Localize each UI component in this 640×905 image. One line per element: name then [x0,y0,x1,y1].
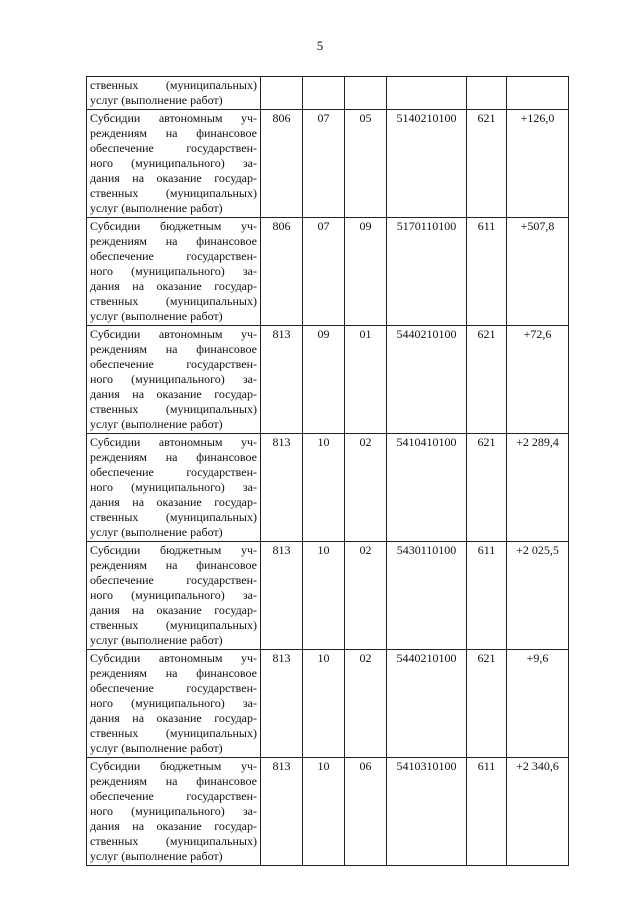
description-line: дания на оказание государ- [90,711,257,725]
description-cell [87,77,261,110]
description-line: ного (муниципального) за- [90,588,257,602]
description-line: обеспечение государствен- [90,465,257,479]
description-cell [87,218,261,326]
description-line: реждениям на финансовое [90,774,257,788]
description-line: услуг (выполнение работ) [90,93,223,107]
description-line: дания на оказание государ- [90,279,257,293]
vr-cell: 611 [467,542,507,650]
description-cell [87,650,261,758]
description-line: обеспечение государствен- [90,141,257,155]
description-line: услуг (выполнение работ) [90,417,223,431]
vr-cell: 621 [467,650,507,758]
description-line: Субсидии автономным уч- [90,651,257,665]
ved-cell: 806 [261,218,303,326]
ved-cell [261,77,303,110]
description-line: услуг (выполнение работ) [90,309,223,323]
description-cell [87,110,261,218]
csr-cell [387,77,467,110]
description-line: реждениям на финансовое [90,666,257,680]
description-line: реждениям на финансовое [90,234,257,248]
description-line: Субсидии бюджетным уч- [90,219,257,233]
sum-cell: +2 025,5 [507,542,569,650]
description-line: ственных (муниципальных) [90,78,257,92]
description-line: услуг (выполнение работ) [90,525,223,539]
description-line: дания на оказание государ- [90,603,257,617]
description-cell [87,434,261,542]
description-line: дания на оказание государ- [90,171,257,185]
pr-cell: 02 [345,434,387,542]
sum-cell: +2 289,4 [507,434,569,542]
rz-cell: 07 [303,110,345,218]
ved-cell: 813 [261,758,303,866]
table-row [87,218,569,326]
description-line: ного (муниципального) за- [90,372,257,386]
csr-cell: 5440210100 [387,650,467,758]
sum-cell [507,77,569,110]
description-line: услуг (выполнение работ) [90,633,223,647]
description-line: Субсидии автономным уч- [90,111,257,125]
description-line: ного (муниципального) за- [90,156,257,170]
description-line: реждениям на финансовое [90,126,257,140]
vr-cell: 621 [467,434,507,542]
table-row [87,650,569,758]
description-line: услуг (выполнение работ) [90,201,223,215]
description-line: ственных (муниципальных) [90,510,257,524]
csr-cell: 5410310100 [387,758,467,866]
description-line: ственных (муниципальных) [90,294,257,308]
rz-cell: 10 [303,434,345,542]
csr-cell: 5430110100 [387,542,467,650]
description-line: ственных (муниципальных) [90,726,257,740]
description-line: дания на оказание государ- [90,819,257,833]
ved-cell: 813 [261,650,303,758]
table-row [87,326,569,434]
description-line: ственных (муниципальных) [90,186,257,200]
pr-cell [345,77,387,110]
description-line: реждениям на финансовое [90,558,257,572]
description-line: ного (муниципального) за- [90,480,257,494]
pr-cell: 02 [345,542,387,650]
table-row [87,542,569,650]
description-line: Субсидии автономным уч- [90,327,257,341]
sum-cell: +72,6 [507,326,569,434]
table-row [87,434,569,542]
description-line: услуг (выполнение работ) [90,741,223,755]
description-line: обеспечение государствен- [90,357,257,371]
rz-cell: 10 [303,758,345,866]
sum-cell: +126,0 [507,110,569,218]
description-cell [87,542,261,650]
pr-cell: 01 [345,326,387,434]
description-cell [87,758,261,866]
vr-cell: 611 [467,758,507,866]
table-row-continuation [87,77,569,110]
sum-cell: +2 340,6 [507,758,569,866]
description-line: обеспечение государствен- [90,681,257,695]
vr-cell: 621 [467,110,507,218]
description-line: услуг (выполнение работ) [90,849,223,863]
rz-cell: 10 [303,650,345,758]
description-line: дания на оказание государ- [90,495,257,509]
sum-cell: +507,8 [507,218,569,326]
rz-cell: 09 [303,326,345,434]
table-row [87,758,569,866]
ved-cell: 813 [261,434,303,542]
ved-cell: 813 [261,542,303,650]
description-line: ственных (муниципальных) [90,618,257,632]
description-line: ственных (муниципальных) [90,834,257,848]
csr-cell: 5170110100 [387,218,467,326]
budget-table [86,76,569,866]
sum-cell: +9,6 [507,650,569,758]
description-line: ного (муниципального) за- [90,264,257,278]
pr-cell: 02 [345,650,387,758]
rz-cell: 07 [303,218,345,326]
csr-cell: 5440210100 [387,326,467,434]
description-cell [87,326,261,434]
description-line: обеспечение государствен- [90,573,257,587]
description-line: ственных (муниципальных) [90,402,257,416]
table-row [87,110,569,218]
description-line: реждениям на финансовое [90,342,257,356]
vr-cell: 611 [467,218,507,326]
csr-cell: 5140210100 [387,110,467,218]
rz-cell [303,77,345,110]
description-line: Субсидии бюджетным уч- [90,543,257,557]
description-line: ного (муниципального) за- [90,696,257,710]
page-number: 5 [316,38,324,53]
ved-cell: 806 [261,110,303,218]
pr-cell: 05 [345,110,387,218]
vr-cell [467,77,507,110]
pr-cell: 06 [345,758,387,866]
vr-cell: 621 [467,326,507,434]
description-line: Субсидии автономным уч- [90,435,257,449]
csr-cell: 5410410100 [387,434,467,542]
description-line: Субсидии бюджетным уч- [90,759,257,773]
ved-cell: 813 [261,326,303,434]
description-line: ного (муниципального) за- [90,804,257,818]
description-line: обеспечение государствен- [90,249,257,263]
description-line: обеспечение государствен- [90,789,257,803]
pr-cell: 09 [345,218,387,326]
rz-cell: 10 [303,542,345,650]
description-line: дания на оказание государ- [90,387,257,401]
description-line: реждениям на финансовое [90,450,257,464]
